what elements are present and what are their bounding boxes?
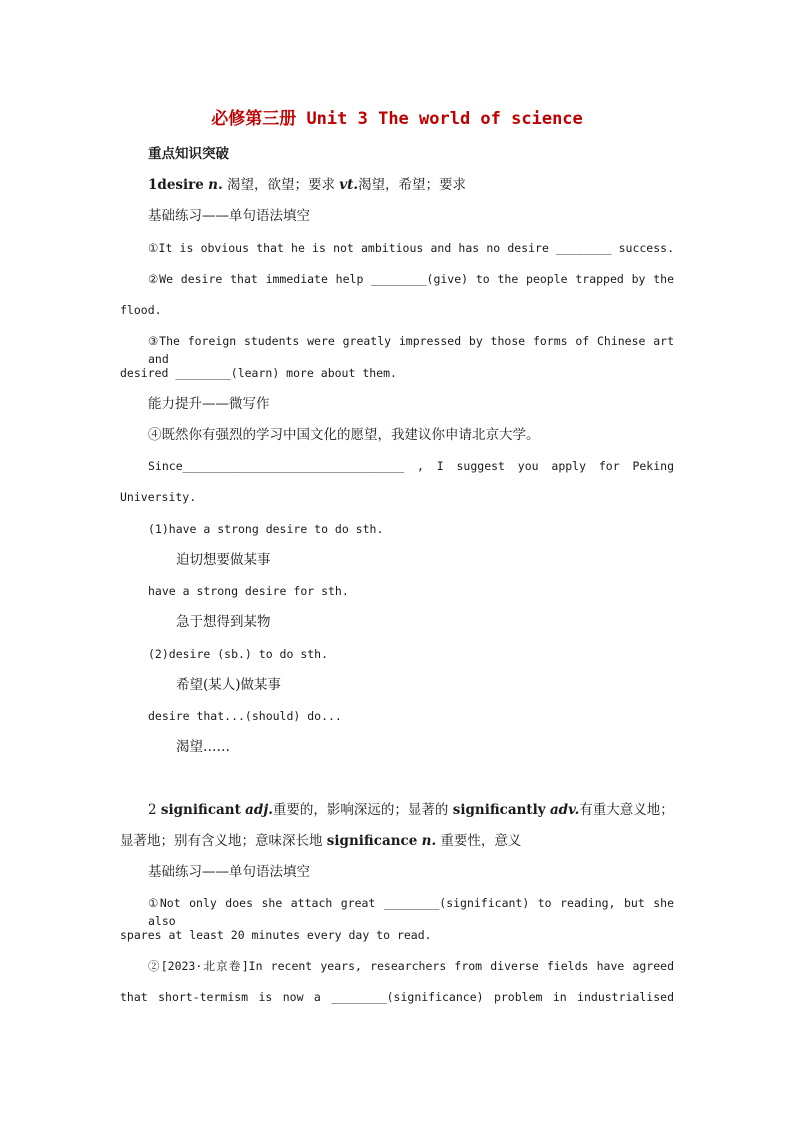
item2-num: 2 bbox=[148, 802, 161, 818]
item2-word2: significantly bbox=[452, 802, 546, 818]
item2-word: significant bbox=[160, 802, 241, 818]
item1-q2a: ②We desire that immediate help ________(give) to the people trapped by the bbox=[148, 272, 674, 286]
item2-heading-cont bbox=[120, 832, 674, 850]
item2-q1a: ①Not only does she attach great ________(significant) to reading, but she also bbox=[148, 896, 674, 928]
item1-def2: 渴望，希望；要求 bbox=[358, 177, 467, 193]
item2-def2b: 显著地；别有含义地；意味深长地 bbox=[120, 833, 327, 849]
item1-word: desire bbox=[157, 177, 204, 193]
item2-pos3: n. bbox=[421, 833, 437, 849]
item1-phrase1-cn: 迫切想要做某事 bbox=[176, 552, 271, 568]
item1-pos2: vt. bbox=[339, 177, 359, 193]
item1-q4b: University. bbox=[120, 490, 197, 504]
item1-q3a: ③The foreign students were greatly impressed by those forms of Chinese art and bbox=[148, 334, 674, 366]
item1-phrase2-cn: 急于想得到某物 bbox=[176, 614, 271, 630]
item2-word3: significance bbox=[326, 833, 418, 849]
item1-def1: 渴望，欲望；要求 bbox=[222, 177, 340, 193]
item2-q1b: spares at least 20 minutes every day to read. bbox=[120, 928, 432, 942]
item2-def3: 重要性，意义 bbox=[436, 833, 522, 849]
item2-def1: 重要的，影响深远的；显著的 bbox=[272, 802, 453, 818]
item2-pos1: adj. bbox=[245, 802, 273, 818]
item1-phrase4-cn: 渴望…… bbox=[176, 739, 230, 755]
item1-heading bbox=[148, 176, 674, 194]
title-cn: 必修第三册 bbox=[211, 109, 297, 129]
item1-phrase4: desire that...(should) do... bbox=[148, 709, 342, 723]
item1-num: 1 bbox=[148, 177, 158, 193]
item1-phrase3-cn: 希望(某人)做某事 bbox=[176, 677, 282, 693]
item1-phrase1: (1)have a strong desire to do sth. bbox=[148, 522, 384, 536]
item1-q4-cn: ④既然你有强烈的学习中国文化的愿望，我建议你申请北京大学。 bbox=[148, 427, 540, 443]
item1-q4a: Since________________________________ , I suggest you apply for Peking bbox=[148, 459, 674, 473]
page-title bbox=[0, 104, 794, 129]
item2-q2b: that short-termism is now a ________(significance) problem in industrialised bbox=[120, 990, 674, 1004]
item1-advanced-label: 能力提升——微写作 bbox=[148, 396, 270, 412]
item1-q2b: flood. bbox=[120, 303, 162, 317]
item2-pos2: adv. bbox=[549, 802, 580, 818]
item2-def2: 有重大意义地； bbox=[579, 802, 674, 818]
item2-heading bbox=[148, 801, 674, 819]
item2-q2a: ②[2023·北京卷]In recent years, researchers from diverse fields have agreed bbox=[148, 959, 674, 973]
item2-basic-label: 基础练习——单句语法填空 bbox=[148, 864, 310, 880]
item1-phrase3: (2)desire (sb.) to do sth. bbox=[148, 647, 329, 661]
item1-q3b: desired ________(learn) more about them. bbox=[120, 366, 397, 380]
section-heading: 重点知识突破 bbox=[148, 146, 229, 162]
item1-q1: ①It is obvious that he is not ambitious and has no desire ________ success. bbox=[148, 241, 674, 255]
item1-phrase2: have a strong desire for sth. bbox=[148, 584, 349, 598]
item1-basic-label: 基础练习——单句语法填空 bbox=[148, 208, 310, 224]
title-en: Unit 3 The world of science bbox=[296, 109, 583, 129]
item1-pos1: n. bbox=[208, 177, 223, 193]
